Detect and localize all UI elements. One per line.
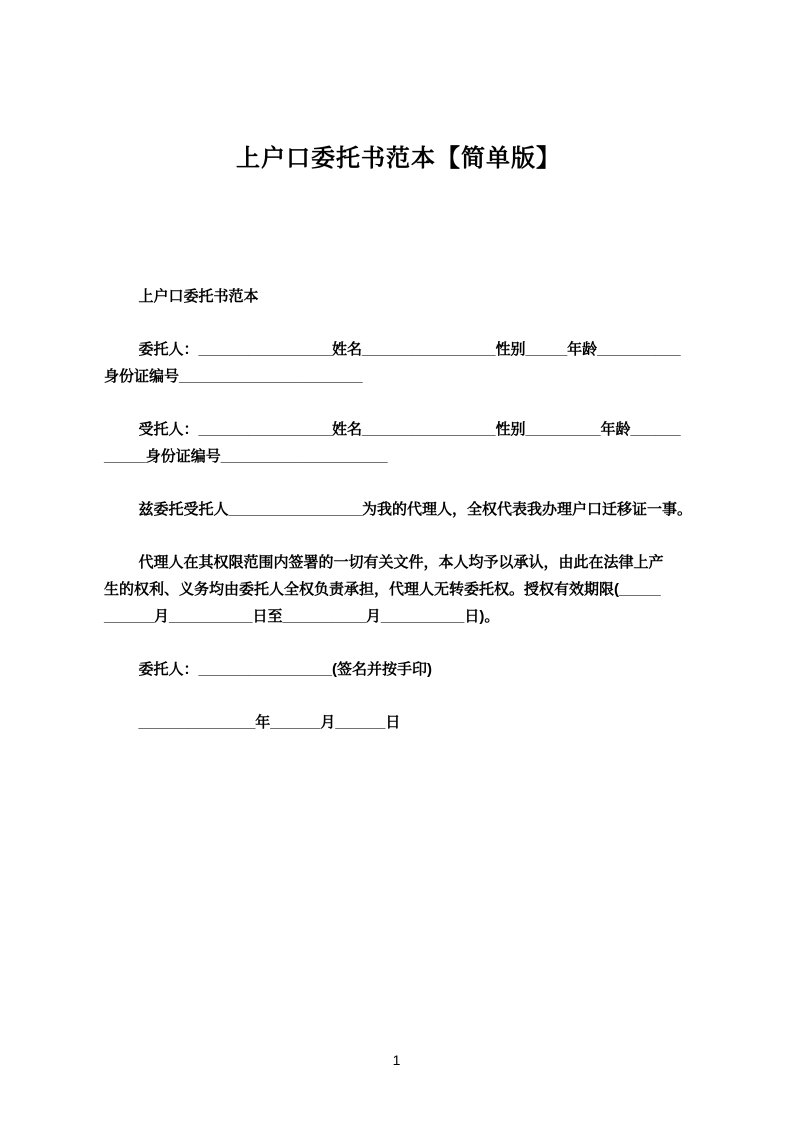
paragraph-agent-terms: [104, 549, 693, 630]
paragraph-line: 受托人：________________姓名________________性别_________年龄______: [138, 421, 681, 438]
paragraph-line: _____身份证编号____________________: [104, 448, 388, 465]
paragraph-trustee: [104, 416, 693, 470]
paragraph-date: [104, 709, 693, 736]
paragraph-entruster: [104, 336, 693, 390]
paragraph-line: 代理人在其权限范围内签署的一切有关文件，本人均予以承认，由此在法律上产: [138, 554, 664, 571]
paragraph-line: 生的权利、义务均由委托人全权负责承担，代理人无转委托权。授权有效期限(_____: [104, 581, 661, 598]
paragraph-line: 兹委托受托人________________为我的代理人，全权代表我办理户口迁移证一事。: [138, 501, 692, 518]
paragraph-signature: [104, 656, 693, 683]
paragraph-line: ______________年______月______日: [138, 714, 401, 731]
document-heading: 上户口委托书范本: [138, 288, 259, 305]
paragraph-line: ______月__________日至__________月__________日)。: [104, 608, 500, 625]
document-title: 上户口委托书范本【简单版】: [236, 145, 561, 172]
paragraph-line: 身份证编号______________________: [104, 368, 363, 385]
document-body: [104, 283, 693, 736]
paragraph-line: 委托人：________________姓名________________性别_____年龄__________: [138, 341, 681, 358]
page-number: 1: [392, 1052, 401, 1068]
paragraph-line: 委托人：________________(签名并按手印): [138, 661, 432, 678]
paragraph-entrustment-statement: [104, 496, 693, 523]
